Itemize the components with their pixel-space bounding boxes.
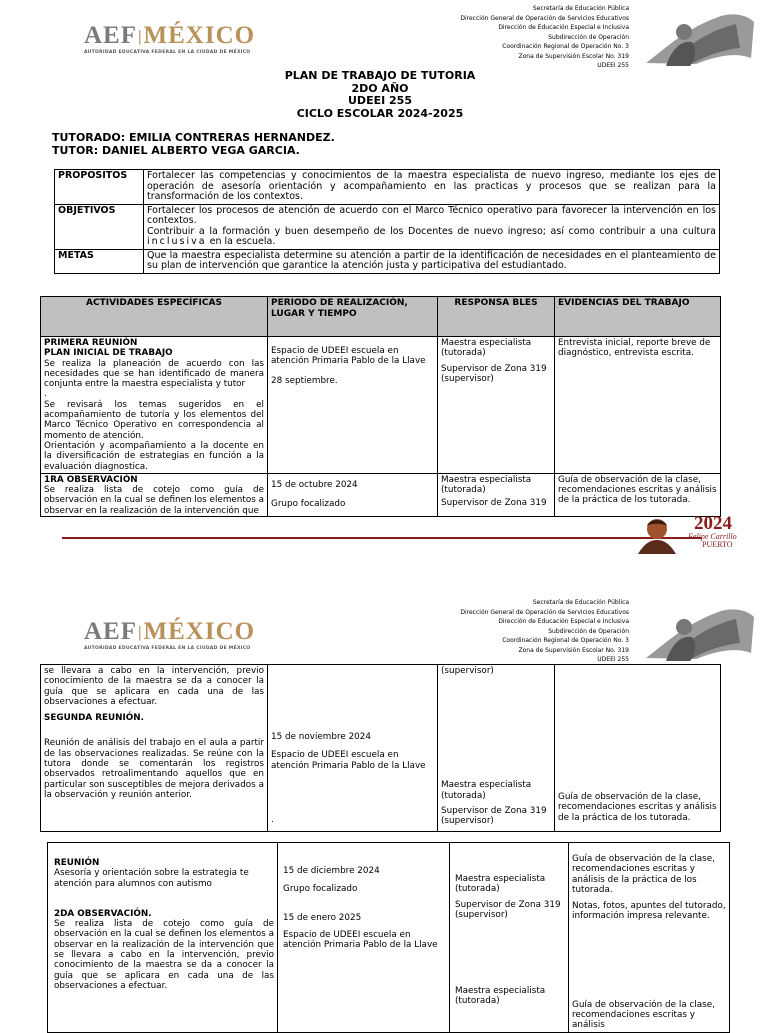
badge-year: 2024 bbox=[694, 513, 732, 534]
activity-text: Asesoría y orientación sobre la estrategia te atención para alumnos con autismo bbox=[54, 868, 249, 889]
activities-table-continued bbox=[40, 664, 721, 832]
activity-text: Se realiza lista de cotejo como guía de observación en la cual se definen los elementos a observar en la realización de la intervención que se llevara a cabo en la intervención, previo conocimiento de la maestra se da a conocer la guía que se aplicara en cada una de las observaciones a efectuar. bbox=[54, 919, 274, 991]
table-row bbox=[55, 204, 720, 249]
activity-title: REUNIÓN bbox=[54, 858, 100, 868]
objetivos-text: Contribuir a la formación y buen desempeño de los Docentes de nuevo ingreso; así como contribuir a una cultura inclusiva en la escuela. bbox=[147, 225, 716, 247]
col-header: ACTIVIDADES ESPECÍFICAS bbox=[41, 297, 268, 337]
activity-text: se llevara a cabo en la intervención, previo conocimiento de la maestra se da a conocer la guía que se aplicara en cada una de las observaciones a efectuar. bbox=[44, 666, 264, 707]
metas-text: Que la maestra especialista determine su atención a partir de la identificación de necesidades en el planteamiento de su plan de intervención que garantice la atención justa y participativa del estudiantado. bbox=[144, 249, 720, 273]
header-line: Zona de Supervisión Escolar No. 319 bbox=[518, 52, 629, 60]
responsible-text: Supervisor de Zona 319 (supervisor) bbox=[441, 805, 547, 827]
activity-title: PRIMERA REUNIÓN bbox=[44, 338, 138, 348]
evidence-cell bbox=[569, 843, 730, 1033]
period-text: Espacio de UDEEI escuela en atención Primaria Pablo de la Llave bbox=[271, 346, 426, 367]
logo-aef-text: AEF bbox=[84, 22, 137, 49]
evidence-cell bbox=[555, 665, 721, 832]
table-header-row bbox=[41, 297, 721, 337]
aef-logo: AEF|MÉXICO AUTORIDAD EDUCATIVA FEDERAL EN LA CIUDAD DE MÉXICO bbox=[84, 618, 256, 651]
responsible-text: Maestra especialista (tutorada) bbox=[441, 780, 532, 801]
activity-subtitle: PLAN INICIAL DE TRABAJO bbox=[44, 348, 173, 359]
institution-header bbox=[209, 4, 629, 71]
responsible-text: Maestra especialista (tutorada) bbox=[455, 874, 546, 895]
header-line: Coordinación Regional de Operación No. 3 bbox=[502, 43, 629, 50]
evidence-text: Guía de observación de la clase, recomendaciones escritas y análisis de la práctica de los tutorada. bbox=[572, 854, 715, 895]
metas-label: METAS bbox=[55, 249, 144, 273]
responsible-text: Maestra especialista (tutorada) bbox=[441, 338, 532, 359]
table-row bbox=[55, 249, 720, 273]
title-line: UDEEI 255 bbox=[348, 94, 412, 107]
col-header: PERIODO DE REALIZACIÓN, LUGAR Y TIEMPO bbox=[268, 297, 438, 337]
header-line: Dirección de Educación Especial e Inclusiva bbox=[498, 618, 629, 625]
activity-title: 1RA OBSERVACIÓN bbox=[44, 474, 138, 485]
title-line: CICLO ESCOLAR 2024-2025 bbox=[296, 106, 464, 120]
col-header: EVIDENCIAS DEL TRABAJO bbox=[555, 297, 721, 337]
activity-title: SEGUNDA REUNIÓN. bbox=[44, 713, 144, 724]
period-text: 15 de diciembre 2024 bbox=[283, 866, 380, 876]
responsible-cell bbox=[438, 665, 555, 832]
activity-text: Se revisará los temas sugeridos en el acompañamiento de tutoría y los elementos del Marco Técnico Operativo en correspondencia al momento de atención. bbox=[44, 399, 264, 441]
aef-logo: AEF|MÉXICO AUTORIDAD EDUCATIVA FEDERAL EN LA CIUDAD DE MÉXICO bbox=[84, 22, 256, 55]
header-line: Subdirección de Operación bbox=[548, 627, 629, 635]
period-text: 15 de noviembre 2024 bbox=[271, 732, 371, 742]
responsible-text: Supervisor de Zona 319 bbox=[441, 498, 547, 509]
logo-mexico-text: MÉXICO bbox=[143, 22, 256, 49]
header-line: Zona de Supervisión Escolar No. 319 bbox=[518, 646, 629, 654]
period-text: Espacio de UDEEI escuela en atención Primaria Pablo de la Llave bbox=[283, 929, 438, 951]
responsible-text: Supervisor de Zona 319 (supervisor) bbox=[441, 363, 547, 384]
activity-text: Orientación y acompañamiento a la docente en la diversificación de estrategias en función a la evaluación diagnostica. bbox=[44, 440, 264, 472]
objetivos-cell bbox=[144, 204, 720, 249]
tutorado-name: TUTORADO: EMILIA CONTRERAS HERNANDEZ. bbox=[52, 131, 335, 144]
activity-cell bbox=[41, 665, 268, 832]
institution-header bbox=[209, 598, 629, 665]
objetivos-label: OBJETIVOS bbox=[55, 204, 144, 249]
evidence-text: Guía de observación de la clase, recomendaciones escritas y análisis bbox=[572, 999, 715, 1031]
activity-cell bbox=[41, 473, 268, 516]
responsible-cell bbox=[438, 337, 555, 474]
activities-table bbox=[40, 296, 721, 517]
period-text: Espacio de UDEEI escuela en atención Primaria Pablo de la Llave bbox=[271, 750, 426, 771]
table-row bbox=[55, 170, 720, 205]
evidence-cell: Guía de observación de la clase, recomendaciones escritas y análisis de la práctica de los tutorada. bbox=[555, 473, 721, 516]
activity-text: Reunión de análisis del trabajo en el aula a partir de las observaciones realizadas. Se reúne con la tutora donde se comentarán los registros observados retroalimentando aquellos que en particular son susceptibles de mejora derivados a la observación y reunión anterior. bbox=[44, 738, 264, 800]
period-text: . bbox=[271, 814, 274, 825]
tutor-name: TUTOR: DANIEL ALBERTO VEGA GARCIA. bbox=[52, 143, 300, 157]
activity-cell bbox=[48, 843, 278, 1033]
header-line: Dirección General de Operación de Servicios Educativos bbox=[460, 608, 629, 616]
responsible-cell bbox=[438, 473, 555, 516]
activity-text: Se realiza la planeación de acuerdo con las necesidades que se han identificado de manera conjunta entre la maestra especialista y tutor bbox=[44, 358, 264, 390]
period-text: Grupo focalizado bbox=[271, 499, 346, 510]
header-line: Coordinación Regional de Operación No. 3 bbox=[502, 637, 629, 644]
header-line: Secretaría de Educación Pública bbox=[532, 599, 629, 606]
header-line: UDEEI 255 bbox=[597, 656, 629, 663]
col-header: RESPONSA BLES bbox=[438, 297, 555, 337]
responsible-cell bbox=[450, 843, 569, 1033]
activities-table-continued-2 bbox=[47, 842, 730, 1033]
footer-divider bbox=[62, 537, 702, 539]
flag-emblem-icon bbox=[636, 8, 758, 68]
logo-mexico-text: MÉXICO bbox=[143, 618, 256, 645]
objetivos-text: Fortalecer los procesos de atención de acuerdo con el Marco Técnico operativo para favorecer la intervención en los contextos. bbox=[147, 204, 716, 226]
logo-tagline: AUTORIDAD EDUCATIVA FEDERAL EN LA CIUDAD DE MÉXICO bbox=[84, 50, 251, 55]
badge-name: Felipe Carrillo bbox=[688, 532, 737, 541]
period-text: Grupo focalizado bbox=[283, 884, 358, 895]
tutor-info bbox=[52, 132, 335, 157]
propositos-text: Fortalecer las competencias y conocimientos de la maestra especialista de nuevo ingreso, mediante los ejes de operación de asesoría orientación y acompañamiento en las practicas y procesos que se realizan para la transformación de los contextos. bbox=[144, 170, 720, 205]
header-line: UDEEI 255 bbox=[597, 62, 629, 69]
portrait-icon bbox=[636, 514, 678, 554]
badge-name2: PUERTO bbox=[702, 540, 733, 549]
header-line: Dirección de Educación Especial e Inclusiva bbox=[498, 24, 629, 31]
period-cell bbox=[268, 337, 438, 474]
period-cell bbox=[268, 665, 438, 832]
table-row bbox=[41, 665, 721, 832]
propositos-label: PROPOSITOS bbox=[55, 170, 144, 205]
activity-text: Se realiza lista de cotejo como guía de observación en la cual se definen los elementos a observar en la realización de la intervención que bbox=[44, 485, 264, 516]
responsible-text: (supervisor) bbox=[441, 666, 494, 676]
table-row bbox=[48, 843, 730, 1033]
purposes-table bbox=[54, 169, 720, 274]
period-cell bbox=[278, 843, 450, 1033]
header-line: Dirección General de Operación de Servicios Educativos bbox=[460, 14, 629, 22]
responsible-text: Supervisor de Zona 319 (supervisor) bbox=[455, 899, 561, 920]
header-line: Subdirección de Operación bbox=[548, 33, 629, 41]
period-text: 28 septiembre. bbox=[271, 375, 338, 386]
responsible-text: Maestra especialista (tutorada) bbox=[455, 986, 546, 1007]
anniversary-badge bbox=[636, 514, 761, 554]
activity-title: 2DA OBSERVACIÓN. bbox=[54, 908, 152, 919]
table-row bbox=[41, 473, 721, 516]
period-cell bbox=[268, 473, 438, 516]
evidence-text: Notas, fotos, apuntes del tutorado, información impresa relevante. bbox=[572, 901, 726, 922]
header-line: Secretaría de Educación Pública bbox=[532, 5, 629, 12]
evidence-cell: Entrevista inicial, reporte breve de diagnóstico, entrevista escrita. bbox=[555, 337, 721, 474]
activity-cell bbox=[41, 337, 268, 474]
title-line: 2DO AÑO bbox=[351, 81, 409, 95]
table-row bbox=[41, 337, 721, 474]
document-title bbox=[180, 70, 580, 120]
activity-text: . bbox=[44, 389, 47, 400]
responsible-text: Maestra especialista (tutorada) bbox=[441, 474, 532, 496]
title-line: PLAN DE TRABAJO DE TUTORIA bbox=[284, 69, 476, 82]
period-text: 15 de octubre 2024 bbox=[271, 479, 358, 490]
period-text: 15 de enero 2025 bbox=[283, 912, 362, 923]
evidence-text: Guía de observación de la clase, recomendaciones escritas y análisis de la práctica de los tutorada. bbox=[558, 792, 717, 823]
logo-tagline: AUTORIDAD EDUCATIVA FEDERAL EN LA CIUDAD DE MÉXICO bbox=[84, 646, 251, 651]
flag-emblem-icon bbox=[636, 603, 758, 663]
logo-aef-text: AEF bbox=[84, 618, 137, 645]
